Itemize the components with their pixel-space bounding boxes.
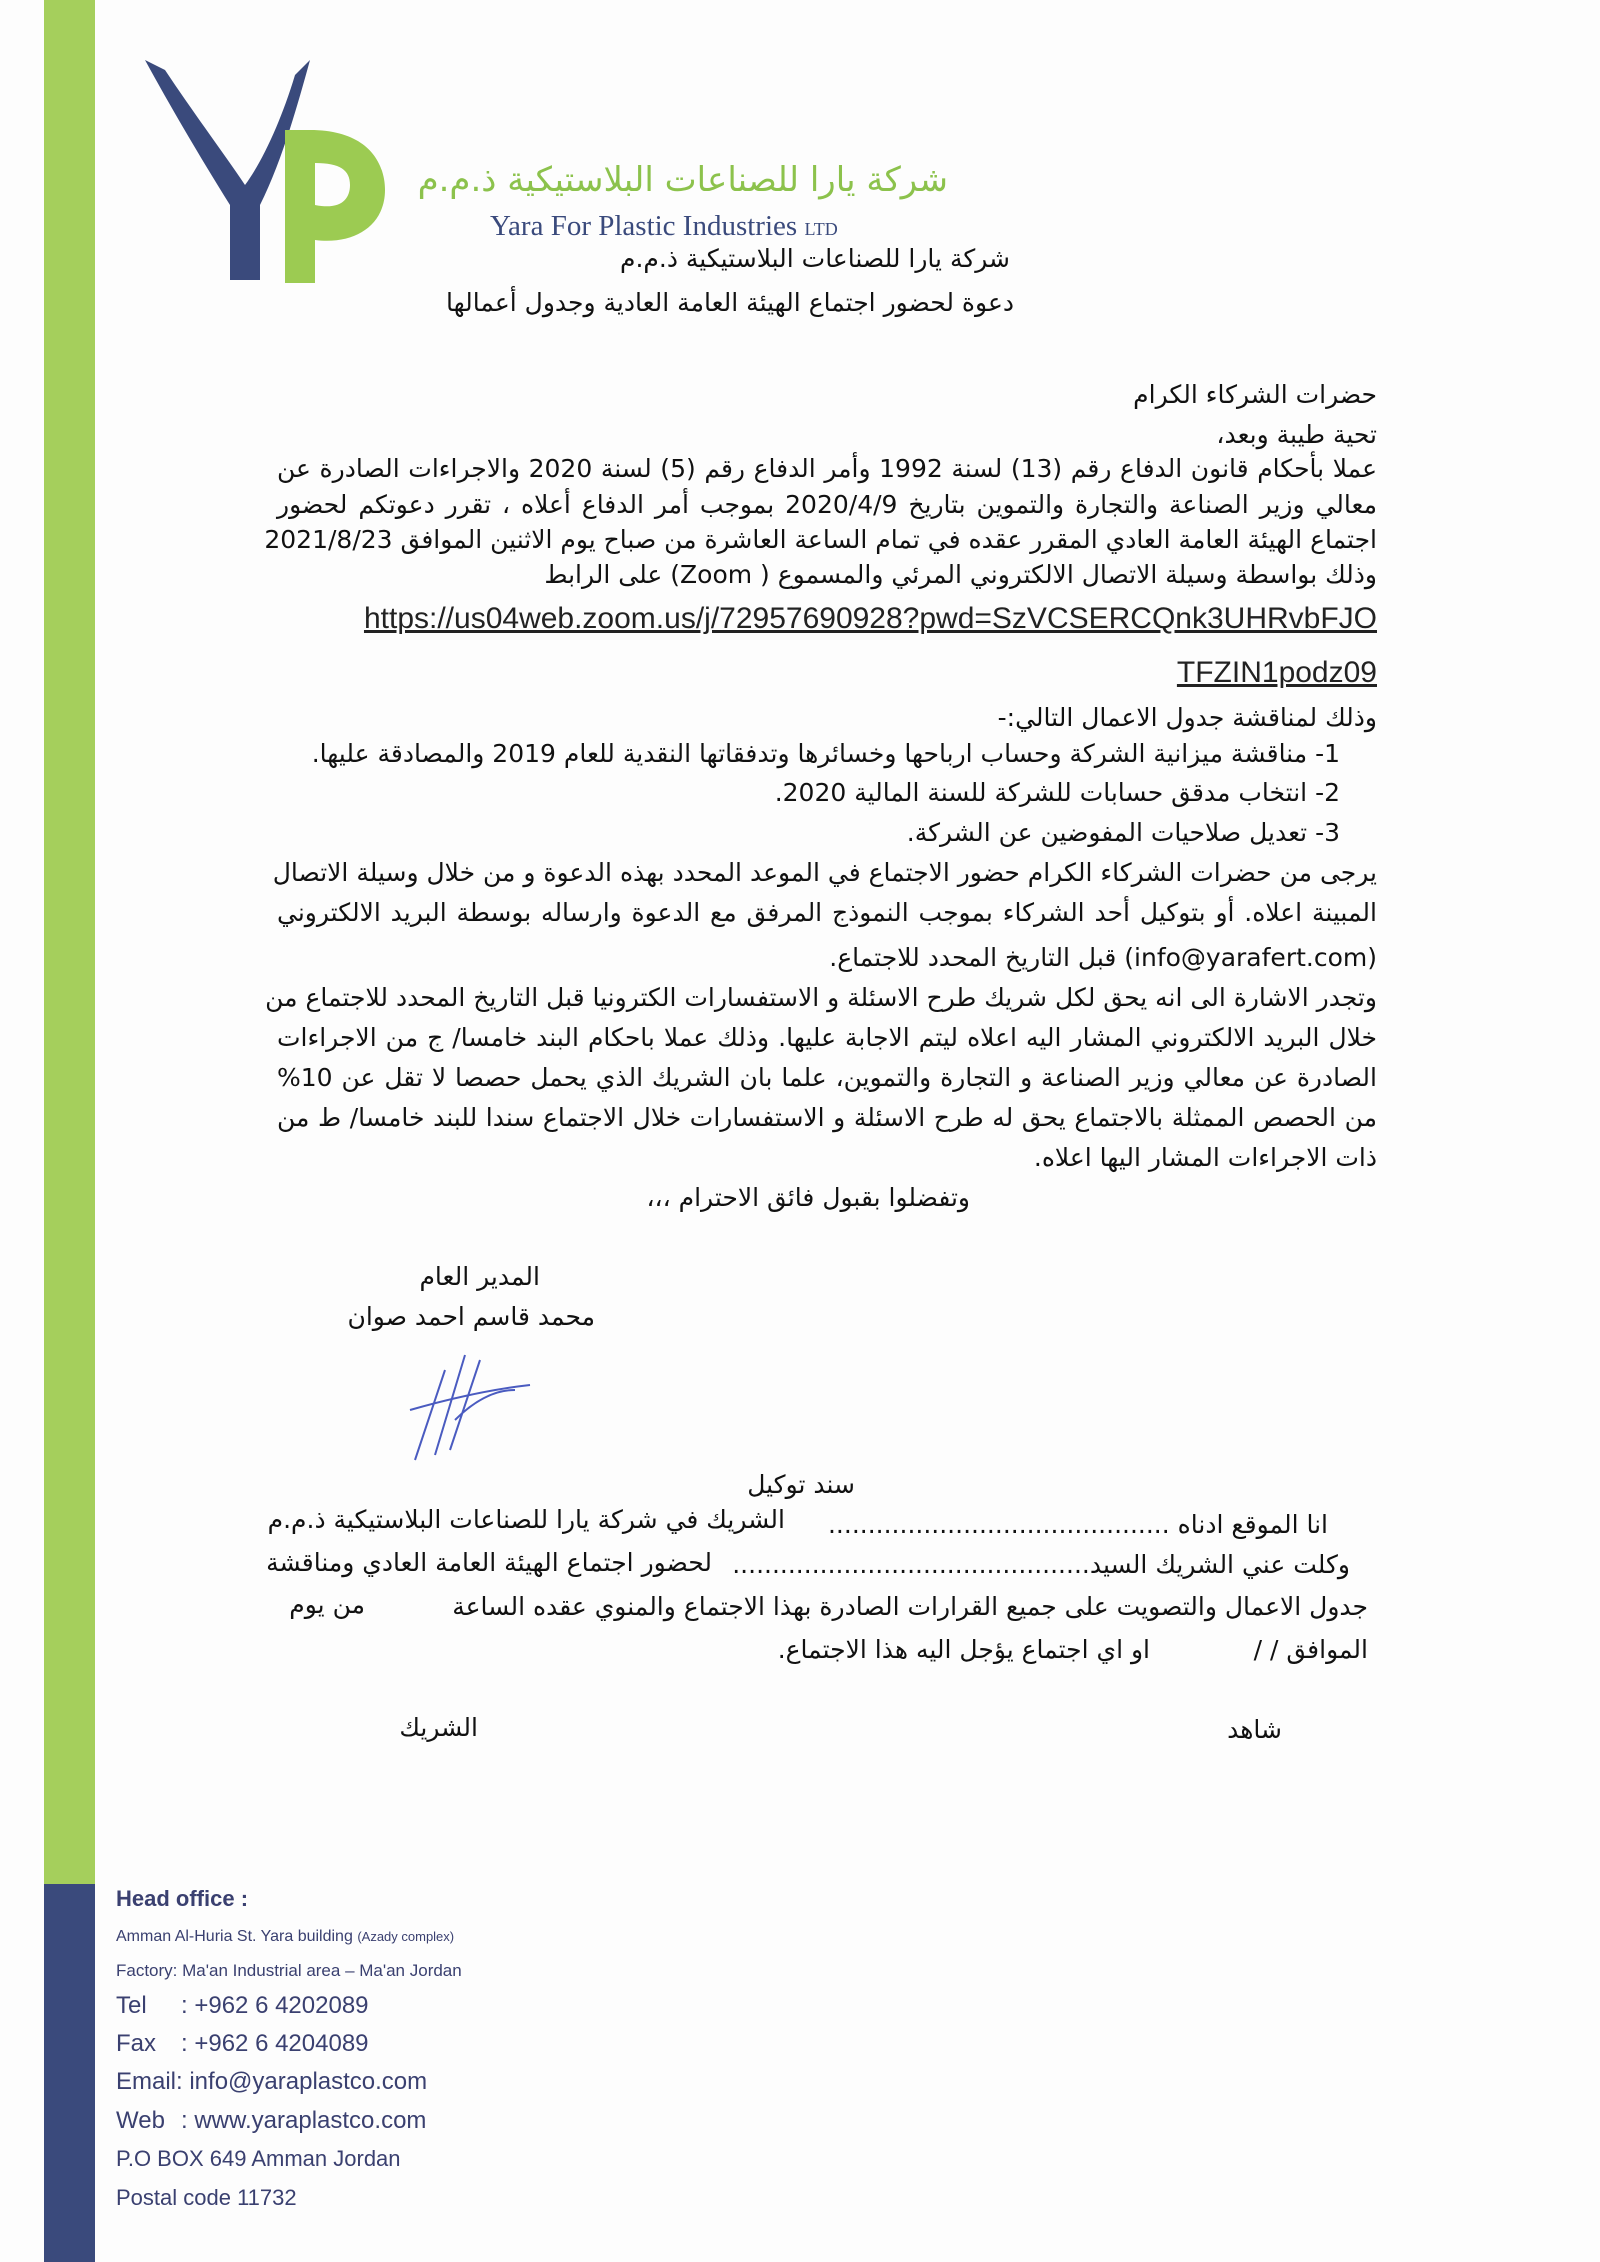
proxy-line4-a: الموافق / / bbox=[1253, 1635, 1368, 1664]
para1-line: عملا بأحكام قانون الدفاع رقم (13) لسنة 1992 وأمر الدفاع رقم (5) لسنة 2020 والاجراءات الصادرة عن bbox=[277, 454, 1378, 483]
proxy-title: سند توكيل bbox=[747, 1470, 855, 1499]
agenda-item: 3- تعديل صلاحيات المفوضين عن الشركة. bbox=[906, 818, 1340, 847]
footer-address: Amman Al-Huria St. Yara building (Azady complex) bbox=[116, 1928, 455, 1945]
footer-email[interactable]: Email: info@yaraplastco.com bbox=[116, 2068, 428, 2095]
proxy-line4-b: او اي اجتماع يؤجل اليه هذا الاجتماع. bbox=[777, 1635, 1150, 1664]
header-title: دعوة لحضور اجتماع الهيئة العامة العادية وجدول أعمالها bbox=[446, 288, 1014, 317]
para3-line: خلال البريد الالكتروني المشار اليه اعلاه ليتم الاجابة عليها. وذلك عملا باحكام البند خامسا/ ج من الاجراءات bbox=[277, 1023, 1377, 1052]
footer-factory: Factory: Ma'an Industrial area – Ma'an Jordan bbox=[116, 1961, 462, 1980]
footer-tel: Tel : +962 6 4202089 bbox=[116, 1992, 369, 2019]
para1-line: وذلك بواسطة وسيلة الاتصال الالكتروني المرئي والمسموع ( Zoom) على الرابط bbox=[544, 560, 1377, 589]
footer-po-box: P.O BOX 649 Amman Jordan bbox=[116, 2146, 401, 2171]
zoom-link[interactable]: https://us04web.zoom.us/j/72957690928?pwd=SzVCSERCQnk3UHRvbFJO bbox=[363, 602, 1377, 635]
handwritten-signature bbox=[405, 1350, 535, 1465]
para1-line: اجتماع الهيئة العامة العادي المقرر عقده في تمام الساعة العاشرة من صباح يوم الاثنين الموافق 2021/8/23 bbox=[264, 525, 1377, 554]
para3-line: الصادرة عن معالي وزير الصناعة و التجارة والتموين، علما بان الشريك الذي يحمل حصصا لا تقل عن 10% bbox=[277, 1063, 1377, 1092]
zoom-link-cont[interactable]: TFZIN1podz09 bbox=[1176, 656, 1377, 689]
yp-logo bbox=[135, 55, 395, 290]
para2-line: المبينة اعلاه. أو بتوكيل أحد الشركاء بموجب النموذج المرفق مع الدعوة وارساله بوسطة البريد الالكتروني bbox=[277, 898, 1377, 927]
partner-label: الشريك bbox=[399, 1713, 478, 1742]
proxy-line2-b: لحضور اجتماع الهيئة العامة العادي ومناقشة bbox=[266, 1548, 712, 1577]
agenda-intro: وذلك لمناقشة جدول الاعمال التالي:- bbox=[997, 703, 1377, 732]
side-bar-green bbox=[44, 0, 95, 1884]
witness-label: شاهد bbox=[1227, 1715, 1282, 1744]
para3-line: وتجدر الاشارة الى انه يحق لكل شريك طرح الاسئلة و الاستفسارات الكترونيا قبل التاريخ المحدد للاجتماع من bbox=[265, 983, 1377, 1012]
para1-line: معالي وزير الصناعة والتجارة والتموين بتاريخ 2020/4/9 بموجب أمر الدفاع أعلاه ، تقرر دعوتكم لحضور bbox=[277, 490, 1377, 519]
signature-name: محمد قاسم احمد صوان bbox=[347, 1302, 595, 1331]
para2-line: يرجى من حضرات الشركاء الكرام حضور الاجتماع في الموعد المحدد بهذه الدعوة و من خلال وسيلة الاتصال bbox=[272, 858, 1377, 887]
logo-english-name: Yara For Plastic Industries LTD bbox=[490, 210, 838, 242]
header-company: شركة يارا للصناعات البلاستيكية ذ.م.م bbox=[619, 244, 1010, 273]
footer-heading: Head office : bbox=[116, 1886, 249, 1911]
proxy-line3-b: من يوم bbox=[289, 1590, 365, 1619]
greeting: تحية طيبة وبعد، bbox=[1216, 420, 1377, 449]
proxy-line1-b: الشريك في شركة يارا للصناعات البلاستيكية ذ.م.م bbox=[267, 1505, 785, 1534]
side-bar-blue bbox=[44, 1884, 95, 2262]
footer-fax: Fax : +962 6 4204089 bbox=[116, 2030, 369, 2057]
para3-line: ذات الاجراءات المشار اليها اعلاه. bbox=[1033, 1143, 1377, 1172]
footer-web[interactable]: Web : www.yaraplastco.com bbox=[116, 2107, 427, 2134]
agenda-item: 1- مناقشة ميزانية الشركة وحساب ارباحها وخسائرها وتدفقاتها النقدية للعام 2019 والمصادقة عليها. bbox=[311, 739, 1340, 768]
agenda-item: 2- انتخاب مدقق حسابات للشركة للسنة المالية 2020. bbox=[774, 778, 1340, 807]
signature-role: المدير العام bbox=[419, 1262, 540, 1291]
salutation: حضرات الشركاء الكرام bbox=[1133, 380, 1377, 409]
proxy-line1-a: انا الموقع ادناه ........................................... bbox=[827, 1510, 1328, 1539]
para3-line: من الحصص الممثلة بالاجتماع يحق له طرح الاسئلة و الاستفسارات خلال الاجتماع سندا للبند خامسا/ ط من bbox=[277, 1103, 1377, 1132]
footer-postal: Postal code 11732 bbox=[116, 2185, 297, 2210]
proxy-line3-a: جدول الاعمال والتصويت على جميع القرارات الصادرة بهذا الاجتماع والمنوي عقده الساعة bbox=[452, 1592, 1368, 1621]
proxy-line2-a: وكلت عني الشريك السيد............................................. bbox=[732, 1550, 1350, 1579]
closing: وتفضلوا بقبول فائق الاحترام ،،، bbox=[646, 1183, 970, 1212]
logo-arabic-name: شركة يارا للصناعات البلاستيكية ذ.م.م bbox=[417, 160, 948, 200]
para2-line: (info@yarafert.com) قبل التاريخ المحدد للاجتماع. bbox=[829, 943, 1377, 972]
